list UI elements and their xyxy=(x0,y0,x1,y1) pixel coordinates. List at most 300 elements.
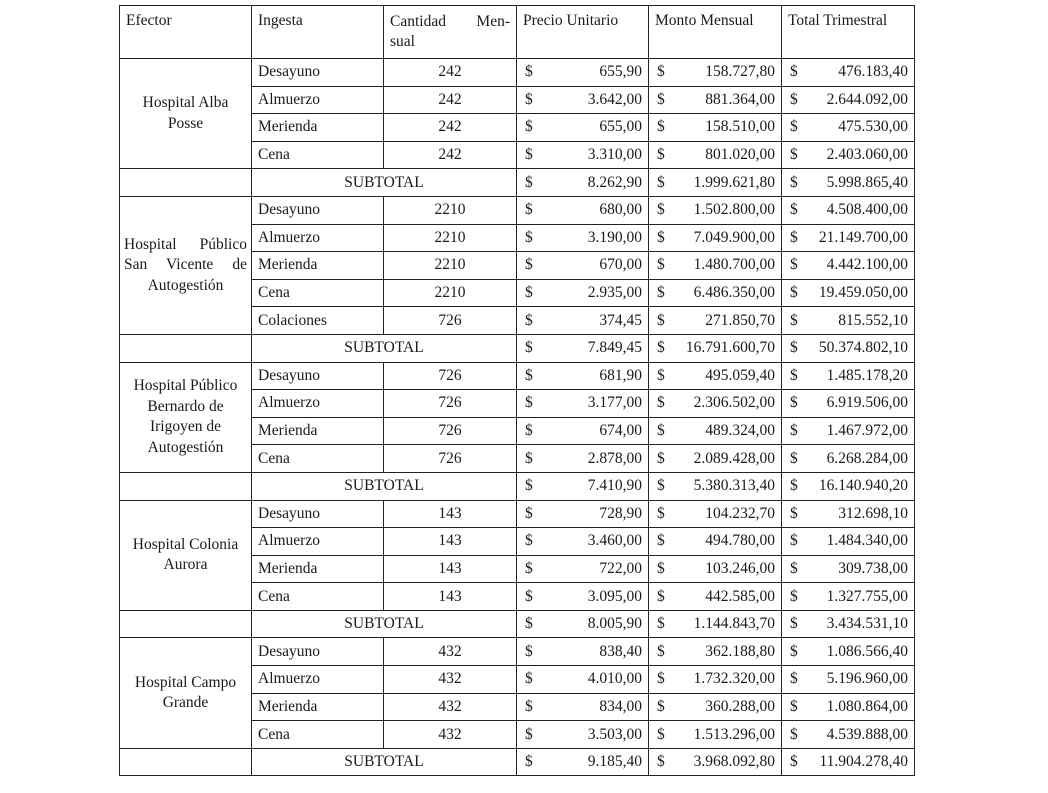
currency-symbol: $ xyxy=(525,284,533,302)
subtotal-empty-cell xyxy=(120,610,252,638)
efector-cell: Hospital Campo Grande xyxy=(120,638,252,748)
monto-cell xyxy=(649,693,782,721)
total-cell-value: 1.484.340,00 xyxy=(826,532,908,550)
total-cell-value: 815.552,10 xyxy=(838,311,908,329)
precio-cell-value: 681,90 xyxy=(599,366,642,384)
total-cell xyxy=(782,666,915,694)
subtotal-monto-cell-value: 1.999.621,80 xyxy=(693,173,775,191)
efector-cell: Hospital Público Bernardo de Irigoyen de Autogestión xyxy=(120,362,252,472)
cantidad-cell: 242 xyxy=(384,59,517,87)
currency-symbol: $ xyxy=(657,366,665,384)
monto-cell-value: 1.502.800,00 xyxy=(693,201,775,219)
cantidad-cell: 726 xyxy=(384,445,517,473)
cantidad-cell: 242 xyxy=(384,114,517,142)
currency-symbol: $ xyxy=(525,532,533,550)
subtotal-row xyxy=(120,472,915,500)
subtotal-total-cell-value: 11.904.278,40 xyxy=(819,753,908,771)
total-cell xyxy=(782,307,915,335)
ingesta-cell: Almuerzo xyxy=(252,528,384,556)
currency-symbol: $ xyxy=(657,311,665,329)
cantidad-cell: 432 xyxy=(384,638,517,666)
currency-symbol: $ xyxy=(657,118,665,136)
currency-symbol: $ xyxy=(525,366,533,384)
currency-symbol: $ xyxy=(790,753,798,771)
total-cell-value: 4.508.400,00 xyxy=(826,201,908,219)
monto-cell-value: 271.850,70 xyxy=(705,311,775,329)
total-cell xyxy=(782,279,915,307)
total-cell xyxy=(782,583,915,611)
currency-symbol: $ xyxy=(790,422,798,440)
currency-symbol: $ xyxy=(525,422,533,440)
monto-cell-value: 442.585,00 xyxy=(705,587,775,605)
total-cell-value: 309.738,00 xyxy=(838,559,908,577)
total-cell-value: 4.539.888,00 xyxy=(826,725,908,743)
monto-cell-value: 362.188,80 xyxy=(705,642,775,660)
monto-cell xyxy=(649,555,782,583)
subtotal-label: SUBTOTAL xyxy=(252,169,517,197)
subtotal-row xyxy=(120,748,915,776)
total-cell xyxy=(782,196,915,224)
currency-symbol: $ xyxy=(525,394,533,412)
total-cell xyxy=(782,528,915,556)
currency-symbol: $ xyxy=(790,697,798,715)
cantidad-cell: 143 xyxy=(384,583,517,611)
currency-symbol: $ xyxy=(525,587,533,605)
ingesta-cell: Merienda xyxy=(252,114,384,142)
currency-symbol: $ xyxy=(790,587,798,605)
monto-cell xyxy=(649,141,782,169)
ingesta-cell: Desayuno xyxy=(252,59,384,87)
ingesta-cell: Cena xyxy=(252,721,384,749)
precio-cell xyxy=(517,528,649,556)
header-total: Total Trimestral xyxy=(782,6,915,59)
monto-cell-value: 1.513.296,00 xyxy=(693,725,775,743)
monto-cell-value: 6.486.350,00 xyxy=(693,284,775,302)
total-cell xyxy=(782,500,915,528)
subtotal-monto-cell xyxy=(649,748,782,776)
precio-cell-value: 728,90 xyxy=(599,504,642,522)
currency-symbol: $ xyxy=(657,284,665,302)
subtotal-precio-cell-value: 7.410,90 xyxy=(587,477,642,495)
currency-symbol: $ xyxy=(790,477,798,495)
currency-symbol: $ xyxy=(790,504,798,522)
total-cell-value: 1.485.178,20 xyxy=(826,366,908,384)
precio-cell-value: 2.878,00 xyxy=(587,449,642,467)
cantidad-cell: 726 xyxy=(384,417,517,445)
precio-cell xyxy=(517,583,649,611)
cantidad-cell: 2210 xyxy=(384,224,517,252)
table-body xyxy=(120,59,915,776)
currency-symbol: $ xyxy=(657,146,665,164)
currency-symbol: $ xyxy=(657,615,665,633)
subtotal-monto-cell-value: 1.144.843,70 xyxy=(693,615,775,633)
precio-cell-value: 834,00 xyxy=(599,697,642,715)
monto-cell xyxy=(649,279,782,307)
currency-symbol: $ xyxy=(525,477,533,495)
subtotal-total-cell xyxy=(782,610,915,638)
table-row xyxy=(120,196,915,224)
currency-symbol: $ xyxy=(657,90,665,108)
monto-cell xyxy=(649,528,782,556)
table-row xyxy=(120,638,915,666)
total-cell xyxy=(782,59,915,87)
currency-symbol: $ xyxy=(525,201,533,219)
total-cell-value: 1.080.864,00 xyxy=(826,697,908,715)
precio-cell-value: 3.095,00 xyxy=(587,587,642,605)
total-cell-value: 476.183,40 xyxy=(838,63,908,81)
total-cell xyxy=(782,252,915,280)
precio-cell xyxy=(517,224,649,252)
currency-symbol: $ xyxy=(790,725,798,743)
total-cell xyxy=(782,141,915,169)
ingesta-cell: Desayuno xyxy=(252,196,384,224)
precio-cell-value: 374,45 xyxy=(599,311,642,329)
subtotal-monto-cell-value: 3.968.092,80 xyxy=(693,753,775,771)
subtotal-row xyxy=(120,334,915,362)
efector-cell: Hospital Colonia Aurora xyxy=(120,500,252,610)
precio-cell-value: 3.177,00 xyxy=(587,394,642,412)
subtotal-precio-cell-value: 8.005,90 xyxy=(587,615,642,633)
precio-cell-value: 4.010,00 xyxy=(587,670,642,688)
currency-symbol: $ xyxy=(790,394,798,412)
precio-cell-value: 680,00 xyxy=(599,201,642,219)
cantidad-cell: 726 xyxy=(384,307,517,335)
cantidad-cell: 432 xyxy=(384,721,517,749)
monto-cell-value: 495.059,40 xyxy=(705,366,775,384)
total-cell-value: 19.459.050,00 xyxy=(818,284,908,302)
subtotal-precio-cell-value: 8.262,90 xyxy=(587,173,642,191)
currency-symbol: $ xyxy=(790,90,798,108)
currency-symbol: $ xyxy=(790,284,798,302)
total-cell-value: 2.403.060,00 xyxy=(826,146,908,164)
total-cell-value: 2.644.092,00 xyxy=(826,90,908,108)
monto-cell xyxy=(649,583,782,611)
monto-cell xyxy=(649,252,782,280)
total-cell xyxy=(782,638,915,666)
subtotal-total-cell-value: 50.374.802,10 xyxy=(818,339,908,357)
precio-cell-value: 3.310,00 xyxy=(587,146,642,164)
ingesta-cell: Cena xyxy=(252,445,384,473)
precio-cell xyxy=(517,86,649,114)
currency-symbol: $ xyxy=(525,146,533,164)
currency-symbol: $ xyxy=(525,256,533,274)
subtotal-total-cell xyxy=(782,169,915,197)
subtotal-total-cell xyxy=(782,748,915,776)
currency-symbol: $ xyxy=(525,90,533,108)
currency-symbol: $ xyxy=(657,753,665,771)
subtotal-empty-cell xyxy=(120,748,252,776)
table-row xyxy=(120,59,915,87)
precio-cell xyxy=(517,555,649,583)
subtotal-monto-cell xyxy=(649,334,782,362)
currency-symbol: $ xyxy=(790,670,798,688)
total-cell-value: 5.196.960,00 xyxy=(826,670,908,688)
precio-cell-value: 3.460,00 xyxy=(587,532,642,550)
subtotal-total-cell xyxy=(782,334,915,362)
efector-cell: Hospital Público San Vicente de Autogestión xyxy=(120,196,252,334)
currency-symbol: $ xyxy=(525,504,533,522)
total-cell-value: 1.086.566,40 xyxy=(826,642,908,660)
monto-cell-value: 360.288,00 xyxy=(705,697,775,715)
currency-symbol: $ xyxy=(525,670,533,688)
currency-symbol: $ xyxy=(657,642,665,660)
currency-symbol: $ xyxy=(790,559,798,577)
subtotal-precio-cell xyxy=(517,748,649,776)
precio-cell xyxy=(517,638,649,666)
currency-symbol: $ xyxy=(657,339,665,357)
monto-cell-value: 158.510,00 xyxy=(705,118,775,136)
currency-symbol: $ xyxy=(525,228,533,246)
monto-cell-value: 881.364,00 xyxy=(705,90,775,108)
ingesta-cell: Desayuno xyxy=(252,638,384,666)
currency-symbol: $ xyxy=(790,532,798,550)
ingesta-cell: Merienda xyxy=(252,252,384,280)
ingesta-cell: Colaciones xyxy=(252,307,384,335)
precio-cell-value: 670,00 xyxy=(599,256,642,274)
precio-cell xyxy=(517,252,649,280)
total-cell-value: 312.698,10 xyxy=(838,504,908,522)
precio-cell xyxy=(517,362,649,390)
monto-cell xyxy=(649,638,782,666)
monto-cell xyxy=(649,500,782,528)
header-precio: Precio Unitario xyxy=(517,6,649,59)
cantidad-cell: 242 xyxy=(384,86,517,114)
subtotal-row xyxy=(120,169,915,197)
currency-symbol: $ xyxy=(790,339,798,357)
currency-symbol: $ xyxy=(525,63,533,81)
ingesta-cell: Almuerzo xyxy=(252,224,384,252)
monto-cell-value: 104.232,70 xyxy=(705,504,775,522)
subtotal-precio-cell xyxy=(517,610,649,638)
total-cell xyxy=(782,390,915,418)
subtotal-monto-cell xyxy=(649,610,782,638)
currency-symbol: $ xyxy=(525,311,533,329)
total-cell-value: 6.919.506,00 xyxy=(826,394,908,412)
precio-cell xyxy=(517,114,649,142)
cantidad-cell: 2210 xyxy=(384,196,517,224)
currency-symbol: $ xyxy=(525,753,533,771)
monto-cell xyxy=(649,86,782,114)
currency-symbol: $ xyxy=(657,449,665,467)
currency-symbol: $ xyxy=(657,422,665,440)
precio-cell-value: 3.503,00 xyxy=(587,725,642,743)
subtotal-empty-cell xyxy=(120,169,252,197)
cantidad-cell: 143 xyxy=(384,528,517,556)
currency-symbol: $ xyxy=(525,173,533,191)
precio-cell-value: 655,90 xyxy=(599,63,642,81)
subtotal-total-cell-value: 5.998.865,40 xyxy=(826,173,908,191)
cantidad-cell: 432 xyxy=(384,693,517,721)
currency-symbol: $ xyxy=(525,697,533,715)
precio-cell-value: 722,00 xyxy=(599,559,642,577)
monto-cell-value: 7.049.900,00 xyxy=(693,228,775,246)
header-cantidad-line2: sual xyxy=(390,33,415,50)
monto-cell xyxy=(649,224,782,252)
efector-cell: Hospital Alba Posse xyxy=(120,59,252,169)
cantidad-cell: 432 xyxy=(384,666,517,694)
currency-symbol: $ xyxy=(790,63,798,81)
subtotal-precio-cell-value: 7.849,45 xyxy=(587,339,642,357)
ingesta-cell: Cena xyxy=(252,279,384,307)
header-monto: Monto Mensual xyxy=(649,6,782,59)
currency-symbol: $ xyxy=(657,559,665,577)
currency-symbol: $ xyxy=(525,339,533,357)
header-cantidad xyxy=(384,6,517,59)
subtotal-label: SUBTOTAL xyxy=(252,610,517,638)
currency-symbol: $ xyxy=(525,559,533,577)
currency-symbol: $ xyxy=(525,615,533,633)
precio-cell xyxy=(517,721,649,749)
ingesta-cell: Desayuno xyxy=(252,500,384,528)
precio-cell xyxy=(517,693,649,721)
monto-cell xyxy=(649,666,782,694)
costs-table xyxy=(119,5,915,776)
monto-cell-value: 489.324,00 xyxy=(705,422,775,440)
monto-cell-value: 1.732.320,00 xyxy=(693,670,775,688)
currency-symbol: $ xyxy=(790,146,798,164)
ingesta-cell: Cena xyxy=(252,141,384,169)
total-cell xyxy=(782,693,915,721)
currency-symbol: $ xyxy=(657,532,665,550)
subtotal-total-cell-value: 3.434.531,10 xyxy=(826,615,908,633)
monto-cell-value: 1.480.700,00 xyxy=(693,256,775,274)
subtotal-precio-cell xyxy=(517,472,649,500)
cantidad-cell: 143 xyxy=(384,500,517,528)
currency-symbol: $ xyxy=(790,366,798,384)
precio-cell xyxy=(517,390,649,418)
ingesta-cell: Merienda xyxy=(252,417,384,445)
header-row xyxy=(120,6,915,59)
subtotal-precio-cell-value: 9.185,40 xyxy=(587,753,642,771)
monto-cell-value: 801.020,00 xyxy=(705,146,775,164)
total-cell-value: 6.268.284,00 xyxy=(826,449,908,467)
currency-symbol: $ xyxy=(790,449,798,467)
cantidad-cell: 2210 xyxy=(384,252,517,280)
currency-symbol: $ xyxy=(657,63,665,81)
header-efector: Efector xyxy=(120,6,252,59)
total-cell xyxy=(782,362,915,390)
monto-cell xyxy=(649,445,782,473)
subtotal-label: SUBTOTAL xyxy=(252,472,517,500)
currency-symbol: $ xyxy=(790,615,798,633)
table-row xyxy=(120,362,915,390)
cantidad-cell: 726 xyxy=(384,390,517,418)
total-cell xyxy=(782,86,915,114)
header-ingesta: Ingesta xyxy=(252,6,384,59)
total-cell-value: 21.149.700,00 xyxy=(818,228,908,246)
monto-cell-value: 2.089.428,00 xyxy=(693,449,775,467)
subtotal-monto-cell xyxy=(649,472,782,500)
currency-symbol: $ xyxy=(657,201,665,219)
currency-symbol: $ xyxy=(657,725,665,743)
total-cell-value: 475.530,00 xyxy=(838,118,908,136)
monto-cell xyxy=(649,362,782,390)
currency-symbol: $ xyxy=(657,504,665,522)
currency-symbol: $ xyxy=(657,670,665,688)
monto-cell-value: 103.246,00 xyxy=(705,559,775,577)
total-cell xyxy=(782,555,915,583)
currency-symbol: $ xyxy=(657,587,665,605)
total-cell xyxy=(782,417,915,445)
subtotal-monto-cell-value: 16.791.600,70 xyxy=(685,339,775,357)
precio-cell xyxy=(517,279,649,307)
total-cell xyxy=(782,114,915,142)
header-cantidad-word: Cantidad xyxy=(390,13,446,30)
currency-symbol: $ xyxy=(790,118,798,136)
monto-cell xyxy=(649,59,782,87)
precio-cell-value: 674,00 xyxy=(599,422,642,440)
precio-cell-value: 3.642,00 xyxy=(587,90,642,108)
subtotal-row xyxy=(120,610,915,638)
monto-cell-value: 2.306.502,00 xyxy=(693,394,775,412)
precio-cell-value: 838,40 xyxy=(599,642,642,660)
monto-cell-value: 158.727,80 xyxy=(705,63,775,81)
monto-cell xyxy=(649,390,782,418)
subtotal-precio-cell xyxy=(517,334,649,362)
precio-cell xyxy=(517,307,649,335)
monto-cell xyxy=(649,196,782,224)
ingesta-cell: Cena xyxy=(252,583,384,611)
monto-cell xyxy=(649,721,782,749)
currency-symbol: $ xyxy=(790,311,798,329)
currency-symbol: $ xyxy=(657,173,665,191)
cantidad-cell: 726 xyxy=(384,362,517,390)
subtotal-total-cell-value: 16.140.940,20 xyxy=(818,477,908,495)
total-cell xyxy=(782,445,915,473)
currency-symbol: $ xyxy=(525,449,533,467)
precio-cell-value: 3.190,00 xyxy=(587,228,642,246)
table-row xyxy=(120,500,915,528)
monto-cell xyxy=(649,114,782,142)
currency-symbol: $ xyxy=(790,173,798,191)
currency-symbol: $ xyxy=(657,477,665,495)
currency-symbol: $ xyxy=(790,642,798,660)
cantidad-cell: 242 xyxy=(384,141,517,169)
ingesta-cell: Almuerzo xyxy=(252,390,384,418)
precio-cell xyxy=(517,59,649,87)
subtotal-monto-cell-value: 5.380.313,40 xyxy=(693,477,775,495)
currency-symbol: $ xyxy=(790,228,798,246)
currency-symbol: $ xyxy=(657,697,665,715)
currency-symbol: $ xyxy=(790,201,798,219)
ingesta-cell: Merienda xyxy=(252,693,384,721)
precio-cell xyxy=(517,141,649,169)
total-cell-value: 1.327.755,00 xyxy=(826,587,908,605)
total-cell-value: 4.442.100,00 xyxy=(826,256,908,274)
monto-cell xyxy=(649,417,782,445)
subtotal-monto-cell xyxy=(649,169,782,197)
monto-cell-value: 494.780,00 xyxy=(705,532,775,550)
subtotal-label: SUBTOTAL xyxy=(252,334,517,362)
cantidad-cell: 2210 xyxy=(384,279,517,307)
currency-symbol: $ xyxy=(657,228,665,246)
precio-cell xyxy=(517,445,649,473)
currency-symbol: $ xyxy=(525,725,533,743)
cantidad-cell: 143 xyxy=(384,555,517,583)
total-cell-value: 1.467.972,00 xyxy=(826,422,908,440)
precio-cell xyxy=(517,196,649,224)
currency-symbol: $ xyxy=(790,256,798,274)
subtotal-total-cell xyxy=(782,472,915,500)
header-cantidad-hyphen: Men- xyxy=(476,13,510,30)
ingesta-cell: Almuerzo xyxy=(252,666,384,694)
precio-cell-value: 2.935,00 xyxy=(587,284,642,302)
currency-symbol: $ xyxy=(657,394,665,412)
subtotal-label: SUBTOTAL xyxy=(252,748,517,776)
currency-symbol: $ xyxy=(525,118,533,136)
currency-symbol: $ xyxy=(657,256,665,274)
precio-cell xyxy=(517,417,649,445)
